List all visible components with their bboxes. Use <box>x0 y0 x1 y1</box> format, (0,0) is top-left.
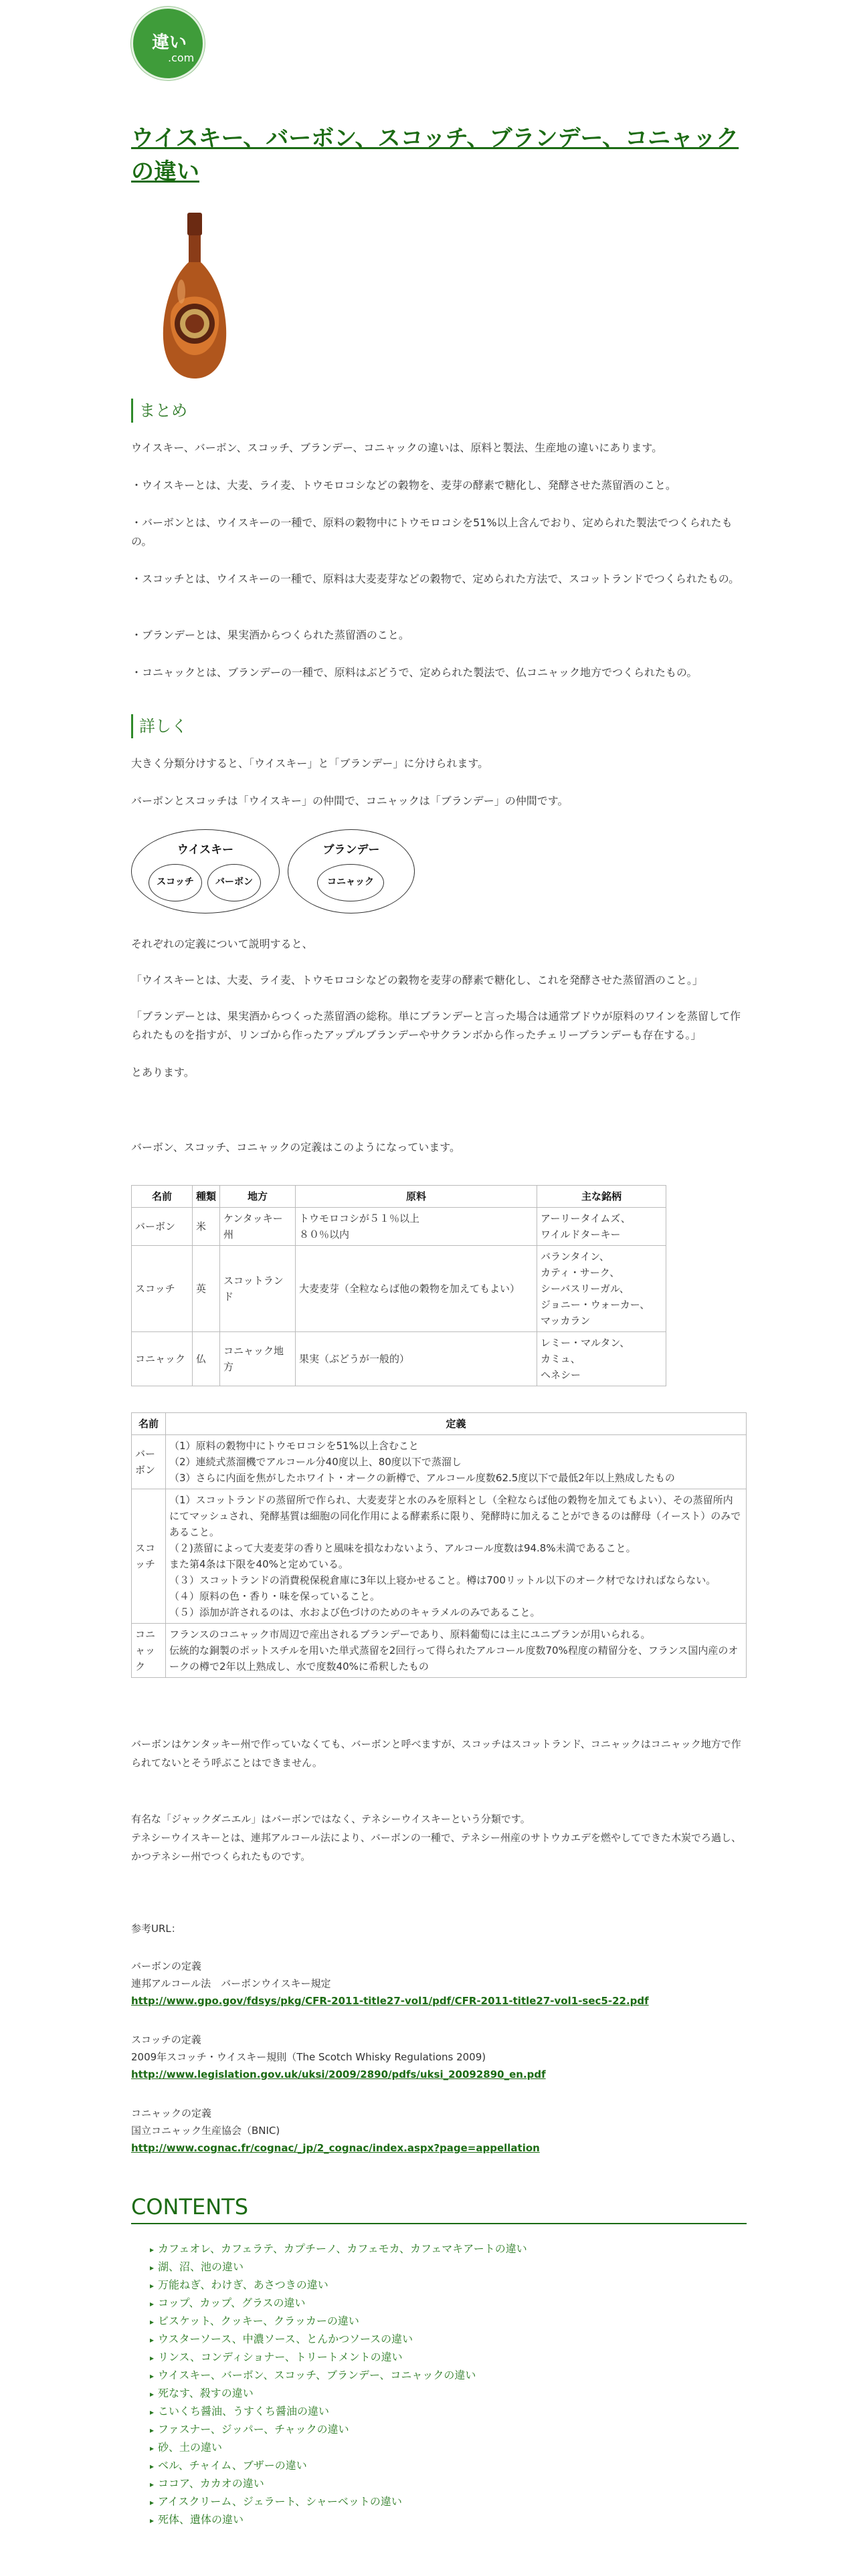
table-cell: フランスのコニャック市周辺で産出されるブランデーであり、原料葡萄には主にユニブランが用いられる。 伝統的な銅製のポットスチルを用いた単式蒸留を2回行って得られたアルコール度数70%程度の精留分を、フランス国内産のオークの樽で2年以上熟成し、水で度数40%に希釈したもの <box>166 1624 747 1678</box>
note-paragraph: 有名な「ジャックダニエル」はバーボンではなく、テネシーウイスキーという分類です。 テネシーウイスキーとは、連邦アルコール法により、バーボンの一種で、テネシー州産のサトウカエデを燃やしてできた木炭でろ過し、かつテネシー州でつくられたものです。 <box>131 1813 742 1862</box>
table-cell: スコッチ <box>132 1489 166 1624</box>
table-cell: バランタイン、 カティ・サーク、 シーバスリーガル、 ジョニー・ウォーカー、 マッカラン <box>537 1246 666 1332</box>
table-cell: バーボン <box>132 1435 166 1489</box>
brandy-label: ブランデー <box>322 843 380 857</box>
table-cell: スコットランド <box>220 1246 296 1332</box>
contents-item[interactable]: ▸ 砂、土の違い <box>150 2439 527 2457</box>
contents-item[interactable]: ▸ 湖、沼、池の違い <box>150 2258 527 2276</box>
contents-item[interactable]: ▸ コップ、カップ、グラスの違い <box>150 2294 527 2313</box>
table-header-cell: 主な銘柄 <box>537 1186 666 1208</box>
contents-item[interactable]: ▸ 死なす、殺すの違い <box>150 2385 527 2403</box>
summary-paragraph: ・ブランデーとは、果実酒からつくられた蒸留酒のこと。 <box>131 629 409 641</box>
contents-item[interactable]: ▸ アイスクリーム、ジェラート、シャーベットの違い <box>150 2493 527 2511</box>
table-header-row <box>132 1186 666 1208</box>
table-cell: 米 <box>193 1208 220 1246</box>
reference-title: スコッチの定義 <box>131 2034 201 2046</box>
contents-list <box>150 2240 527 2529</box>
scotch-label: スコッチ <box>157 877 194 887</box>
logo-sub-text: .com <box>168 51 195 64</box>
table-header-cell: 地方 <box>220 1186 296 1208</box>
table-header-cell: 定義 <box>166 1413 747 1435</box>
table-cell: アーリータイムズ、 ワイルドターキー <box>537 1208 666 1246</box>
summary-heading: まとめ <box>131 399 187 423</box>
reference-source: 国立コニャック生産協会（BNIC) <box>131 2125 280 2137</box>
table-cell: 仏 <box>193 1332 220 1386</box>
table-cell: コニャック <box>132 1624 166 1678</box>
table-row <box>132 1435 747 1489</box>
reference-title: コニャックの定義 <box>131 2107 212 2119</box>
definition-table <box>131 1412 747 1678</box>
table-header-cell: 名前 <box>132 1186 193 1208</box>
detail-paragraph: バーボン、スコッチ、コニャックの定義はこのようになっています。 <box>131 1141 461 1154</box>
contents-item[interactable]: ▸ 万能ねぎ、わけぎ、あさつきの違い <box>150 2276 527 2294</box>
table-row <box>132 1332 666 1386</box>
table-row <box>132 1624 747 1678</box>
detail-paragraph: 「ブランデーとは、果実酒からつくった蒸留酒の総称。単にブランデーと言った場合は通常ブドウが原料のワインを蒸留して作られたものを指すが、リンゴから作ったアップルブランデーやサクランボから作ったチェリーブランデーも存在する。」 <box>131 1010 741 1041</box>
detail-paragraph: バーボンとスコッチは「ウイスキー」の仲間で、コニャックは「ブランデー」の仲間です。 <box>131 794 569 807</box>
detail-paragraph: 大きく分類分けすると、「ウイスキー」と「ブランデー」に分けられます。 <box>131 757 489 770</box>
reference-link-wrap <box>131 2065 747 2084</box>
detail-heading: 詳しく <box>131 714 187 738</box>
table-cell: コニャック地方 <box>220 1332 296 1386</box>
cognac-label: コニャック <box>327 877 374 887</box>
bottle-image <box>158 211 231 381</box>
contents-item[interactable]: ▸ 死体、遺体の違い <box>150 2511 527 2529</box>
overview-table <box>131 1185 666 1386</box>
summary-paragraph: ウイスキー、バーボン、スコッチ、ブランデー、コニャックの違いは、原料と製法、生産地の違いにあります。 <box>131 441 663 454</box>
summary-paragraph: ・バーボンとは、ウイスキーの一種で、原料の穀物中にトウモロコシを51%以上含んでおり、定められた製法でつくられたもの。 <box>131 516 733 548</box>
table-cell: スコッチ <box>132 1246 193 1332</box>
table-cell: 果実（ぶどうが一般的） <box>296 1332 537 1386</box>
table-cell: （1）原料の穀物中にトウモロコシを51%以上含むこと （2）連続式蒸溜機でアルコール分40度以上、80度以下で蒸溜し （3）さらに内面を焦がしたホワイト・オークの新樽で、アルコール度数62.5度以下で最低2年以上熟成したもの <box>166 1435 747 1489</box>
reference-source: 連邦アルコール法 バーボンウイスキー規定 <box>131 1977 331 1990</box>
reference-link[interactable]: http://www.gpo.gov/fdsys/pkg/CFR-2011-title27-vol1/pdf/CFR-2011-title27-vol1-sec5-22.pdf <box>131 1995 649 2007</box>
table-cell: ケンタッキー州 <box>220 1208 296 1246</box>
reference-link[interactable]: http://www.cognac.fr/cognac/_jp/2_cognac/index.aspx?page=appellation <box>131 2142 540 2154</box>
summary-paragraph: ・ウイスキーとは、大麦、ライ麦、トウモロコシなどの穀物を、麦芽の酵素で糖化し、発酵させた蒸留酒のこと。 <box>131 479 676 492</box>
bourbon-label: バーボン <box>215 877 253 887</box>
contents-item[interactable]: ▸ ビスケット、クッキー、クラッカーの違い <box>150 2313 527 2331</box>
contents-item[interactable]: ▸ ウスターソース、中濃ソース、とんかつソースの違い <box>150 2331 527 2349</box>
references-label: 参考URL： <box>131 1923 181 1935</box>
contents-item[interactable]: ▸ カフェオレ、カフェラテ、カプチーノ、カフェモカ、カフェマキアートの違い <box>150 2240 527 2258</box>
note-paragraph: バーボンはケンタッキー州で作っていなくても、バーボンと呼べますが、スコッチはスコットランド、コニャックはコニャック地方で作られてないとそう呼ぶことはできません。 <box>131 1738 741 1769</box>
table-header-cell: 種類 <box>193 1186 220 1208</box>
table-cell: コニャック <box>132 1332 193 1386</box>
table-header-cell: 名前 <box>132 1413 166 1435</box>
contents-heading: CONTENTS <box>131 2192 747 2224</box>
logo-main-text: 違い <box>152 33 187 53</box>
table-row <box>132 1246 666 1332</box>
reference-link-wrap <box>131 1992 747 2010</box>
contents-item[interactable]: ▸ こいくち醤油、うすくち醤油の違い <box>150 2403 527 2421</box>
reference-source: 2009年スコッチ・ウイスキー規則（The Scotch Whisky Regulations 2009) <box>131 2051 486 2063</box>
table-row <box>132 1489 747 1624</box>
table-cell: トウモロコシが５１％以上 ８０％以内 <box>296 1208 537 1246</box>
detail-paragraph: それぞれの定義について説明すると、 <box>131 938 313 950</box>
page-title: ウイスキー、バーボン、スコッチ、ブランデー、コニャックの違い <box>131 125 739 185</box>
table-cell: レミー・マルタン、 カミュ、 ヘネシー <box>537 1332 666 1386</box>
table-row <box>132 1208 666 1246</box>
table-header-row <box>132 1413 747 1435</box>
table-cell: （1）スコットランドの蒸留所で作られ、大麦麦芽と水のみを原料とし（全粒ならば他の穀物を加えてもよい）、その蒸留所内にてマッシュされ、発酵基質は細胞の同化作用による酵素系に限り、発酵時に加えることができるのは酵母（イースト）のみであること。 （２)蒸留によって大麦麦芽の香りと風味を損なわないよう、アルコール度数は94.8%未満であること。 また第4条は下限を40%と定めている。 （３）スコットランドの消費税保税倉庫に3年以上寝かせること。樽は700リットル以下のオーク材でなければならない。 （４）原料の色・香り・味を保っていること。 （５）添加が許されるのは、水および色づけのためのキャラメルのみであること。 <box>166 1489 747 1624</box>
detail-paragraph: とあります。 <box>131 1066 195 1079</box>
table-cell: 英 <box>193 1246 220 1332</box>
contents-item[interactable]: ▸ ベル、チャイム、ブザーの違い <box>150 2457 527 2475</box>
contents-item[interactable]: ▸ ココア、カカオの違い <box>150 2475 527 2493</box>
table-cell: 大麦麦芽（全粒ならば他の穀物を加えてもよい） <box>296 1246 537 1332</box>
reference-link-wrap <box>131 2139 747 2157</box>
reference-link[interactable]: http://www.legislation.gov.uk/uksi/2009/2890/pdfs/uksi_20092890_en.pdf <box>131 2068 546 2080</box>
detail-paragraph: 「ウイスキーとは、大麦、ライ麦、トウモロコシなどの穀物を麦芽の酵素で糖化し、これを発酵させた蒸留酒のこと。」 <box>131 974 703 986</box>
whisky-label: ウイスキー <box>177 843 234 857</box>
summary-paragraph: ・スコッチとは、ウイスキーの一種で、原料は大麦麦芽などの穀物で、定められた方法で、スコットランドでつくられたもの。 <box>131 572 740 585</box>
contents-item[interactable]: ▸ ファスナー、ジッパー、チャックの違い <box>150 2421 527 2439</box>
table-cell: バーボン <box>132 1208 193 1246</box>
contents-item[interactable]: ▸ リンス、コンディショナー、トリートメントの違い <box>150 2349 527 2367</box>
site-logo[interactable] <box>131 7 205 80</box>
summary-paragraph: ・コニャックとは、ブランデーの一種で、原料はぶどうで、定められた製法で、仏コニャック地方でつくられたもの。 <box>131 666 698 679</box>
contents-item[interactable]: ▸ ウイスキー、バーボン、スコッチ、ブランデー、コニャックの違い <box>150 2367 527 2385</box>
reference-title: バーボンの定義 <box>131 1960 202 1972</box>
table-header-cell: 原料 <box>296 1186 537 1208</box>
